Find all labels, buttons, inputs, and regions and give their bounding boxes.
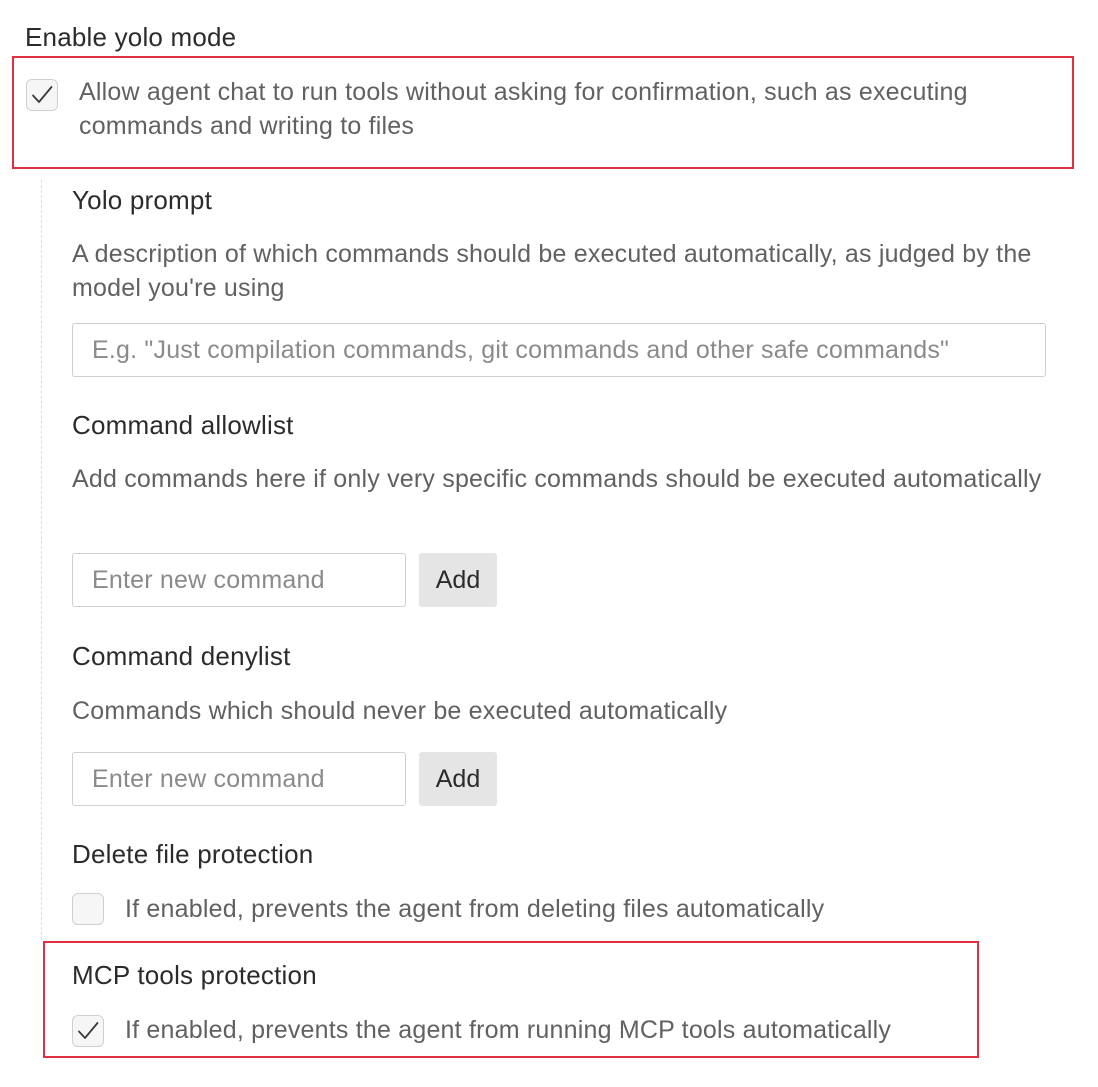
delete-protection-checkbox[interactable] — [72, 893, 104, 925]
checkmark-icon — [30, 83, 54, 107]
mcp-protection-label[interactable]: If enabled, prevents the agent from running MCP tools automatically — [125, 1016, 892, 1044]
yolo-prompt-title: Yolo prompt — [72, 185, 212, 215]
yolo-prompt-input[interactable] — [72, 323, 1046, 377]
yolo-mode-title: Enable yolo mode — [25, 22, 237, 52]
mcp-protection-checkbox[interactable] — [72, 1015, 104, 1047]
mcp-protection-title: MCP tools protection — [72, 960, 317, 990]
yolo-mode-checkbox[interactable] — [26, 79, 58, 111]
allowlist-description: Add commands here if only very specific commands should be executed automatically — [72, 465, 1042, 493]
allowlist-title: Command allowlist — [72, 410, 294, 440]
yolo-prompt-description: A description of which commands should be executed automatically, as judged by the model you're using — [72, 240, 1032, 302]
nested-settings-rail — [41, 180, 42, 940]
delete-protection-label[interactable]: If enabled, prevents the agent from deleting files automatically — [125, 895, 825, 923]
allowlist-command-input[interactable] — [72, 553, 406, 607]
yolo-mode-label[interactable]: Allow agent chat to run tools without asking for confirmation, such as executing commands and writing to files — [79, 78, 968, 140]
denylist-description: Commands which should never be executed automatically — [72, 697, 728, 725]
denylist-title: Command denylist — [72, 641, 291, 671]
denylist-command-input[interactable] — [72, 752, 406, 806]
delete-protection-title: Delete file protection — [72, 839, 314, 869]
allowlist-add-button[interactable]: Add — [419, 553, 497, 607]
checkmark-icon — [76, 1019, 100, 1043]
denylist-add-button[interactable]: Add — [419, 752, 497, 806]
